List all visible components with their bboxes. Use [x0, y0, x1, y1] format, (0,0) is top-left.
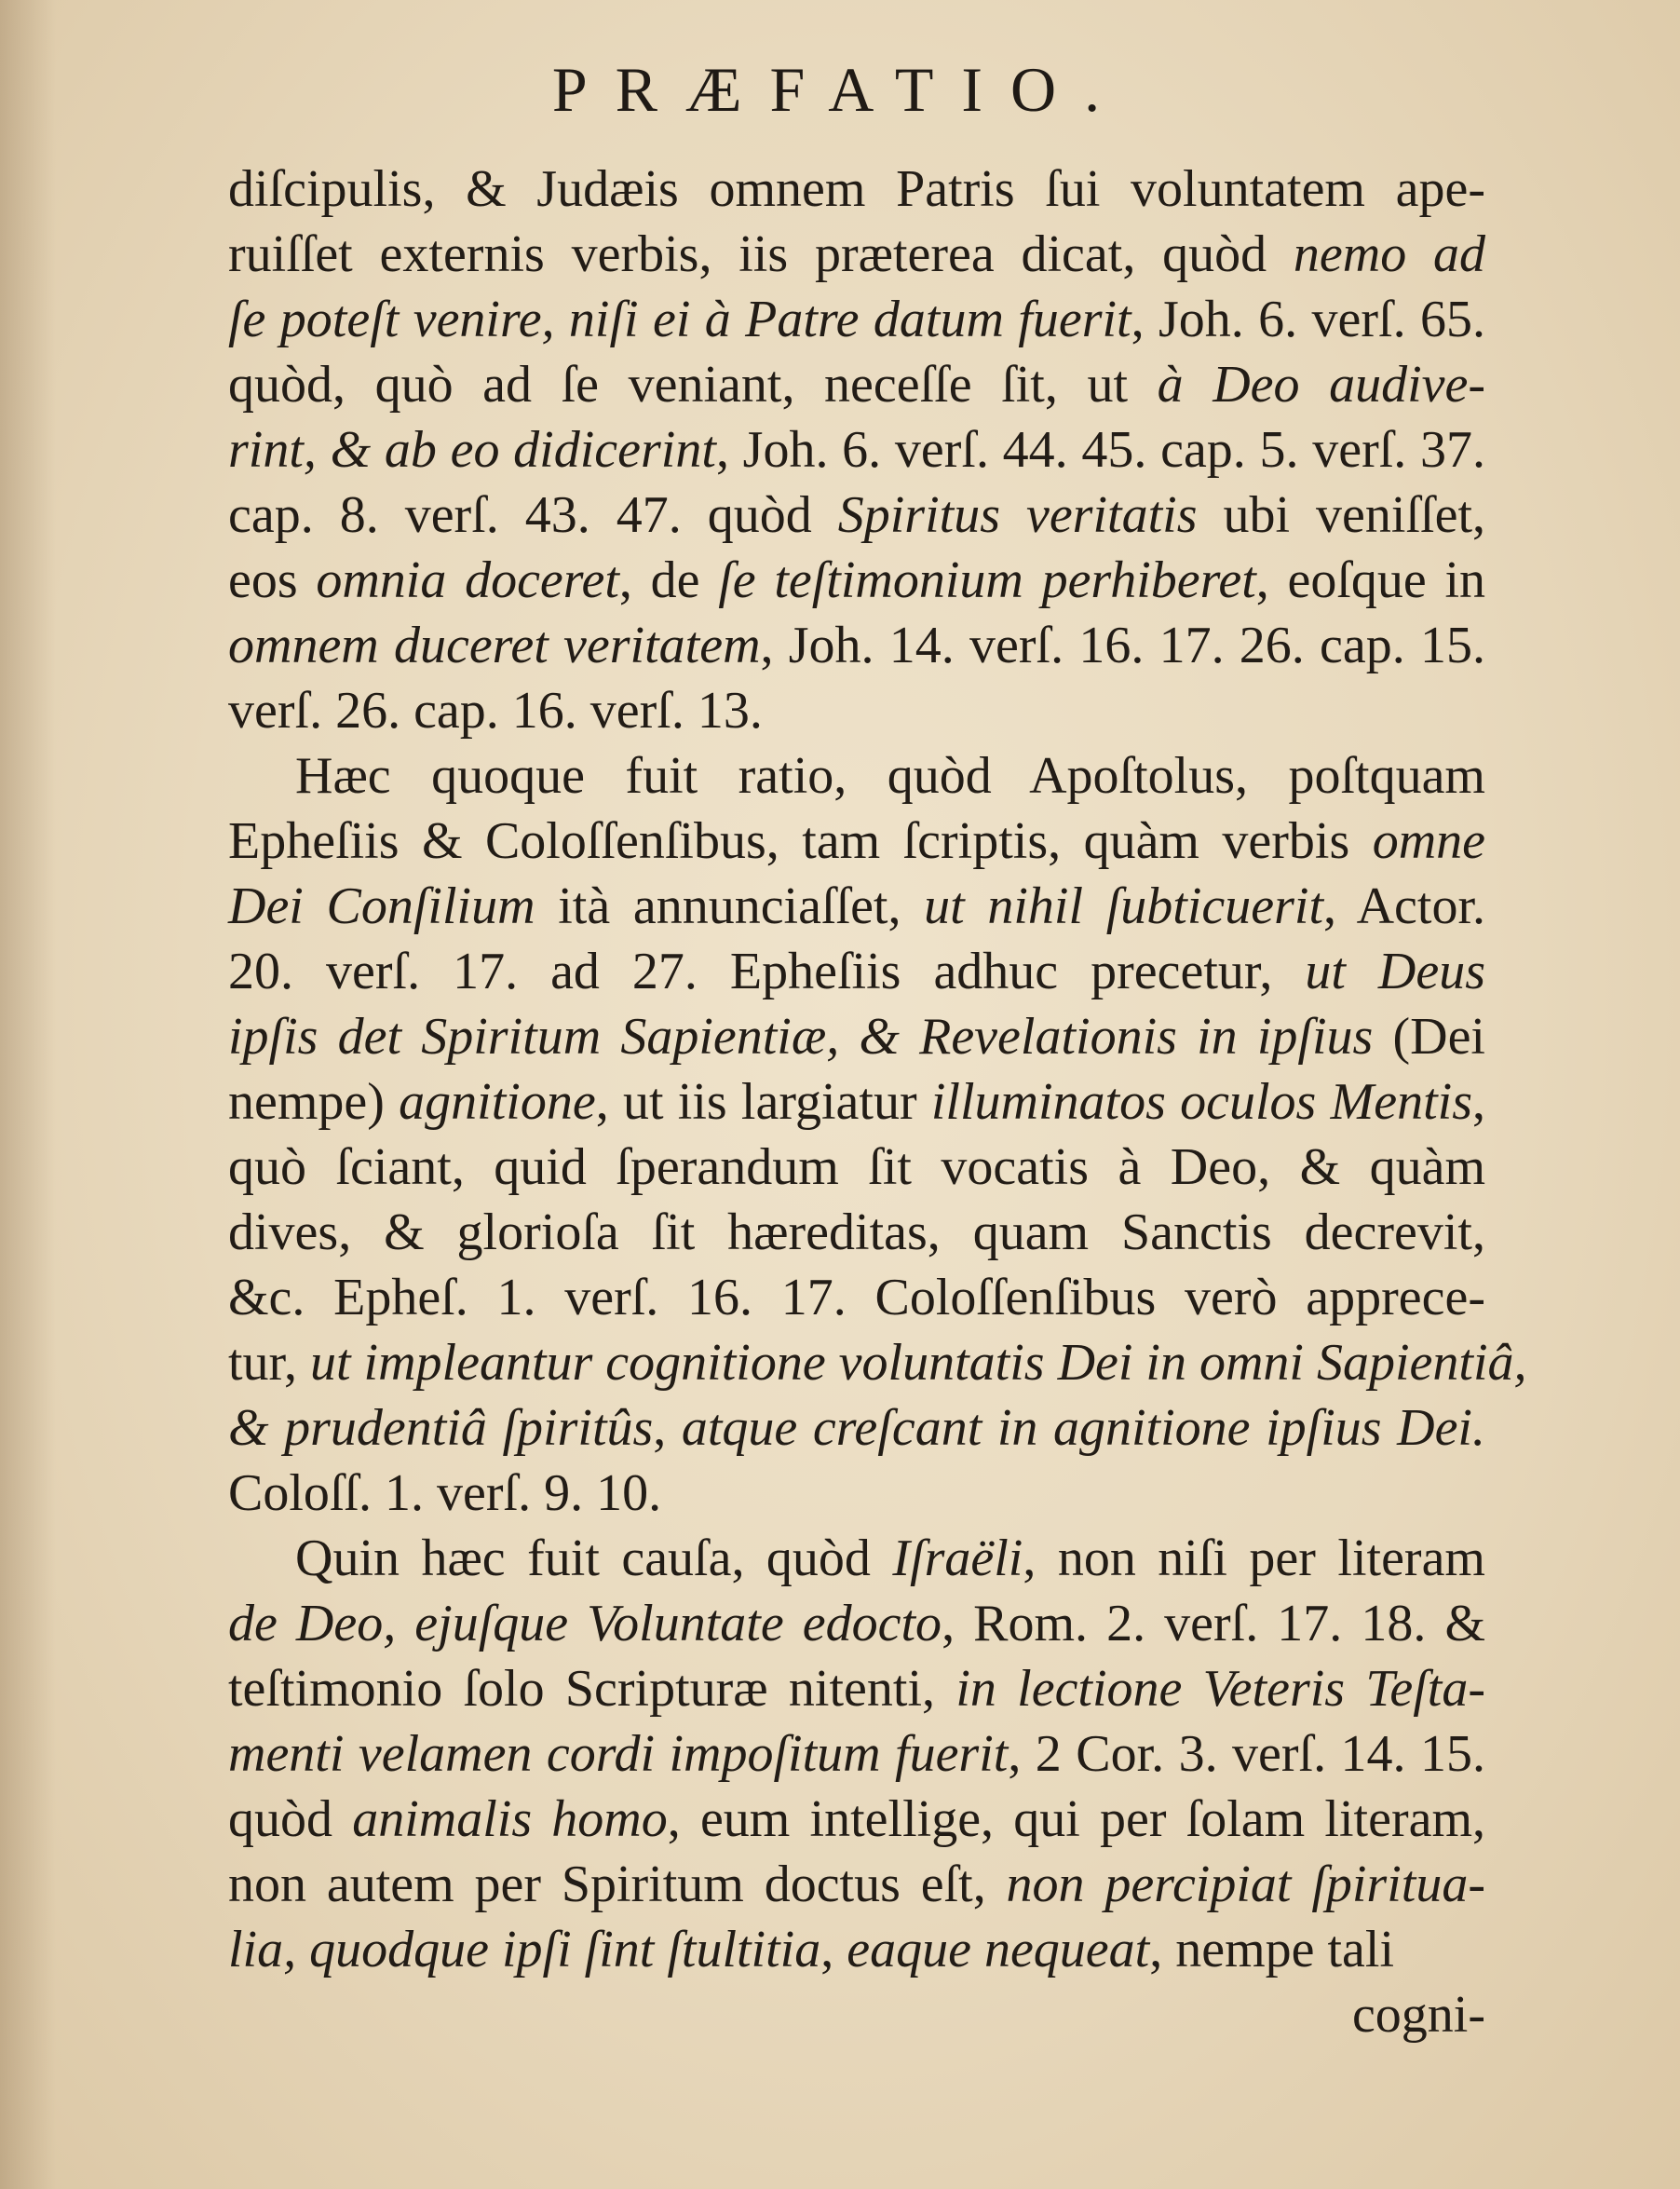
roman-text: &c. Epheſ. 1. verſ. 16. 17. Coloſſenſibus verò apprece-	[228, 1269, 1485, 1326]
running-head: PRÆFATIO.	[551, 54, 1129, 125]
roman-text: ità annunciaſſet,	[535, 877, 925, 935]
roman-text: cap. 8. verſ. 43. 47. quòd	[228, 486, 838, 544]
text-line	[228, 1656, 1485, 1721]
text-line	[228, 156, 1485, 222]
roman-text: ruiſſet externis verbis, iis præterea dicat, quòd	[228, 225, 1294, 283]
text-line	[228, 1461, 1485, 1526]
italic-text: eaque nequeat	[847, 1921, 1150, 1978]
text-line	[228, 1787, 1485, 1852]
italic-text: à Deo audive-	[1157, 356, 1486, 414]
roman-text: eos	[228, 551, 317, 609]
spine-shadow	[0, 0, 56, 2189]
roman-text: , Joh. 14. verſ. 16. 17. 26. cap. 15.	[760, 617, 1485, 674]
roman-text: , 2 Cor. 3. verſ. 14. 15.	[1008, 1725, 1485, 1783]
roman-text: tur,	[228, 1334, 310, 1392]
roman-text: , non niſi per literam	[1023, 1530, 1485, 1587]
roman-text: , nempe tali	[1149, 1921, 1395, 1978]
text-line	[228, 874, 1485, 939]
italic-text: atque creſcant in agnitione ipſius Dei.	[681, 1399, 1485, 1457]
italic-text: Dei Conſilium	[228, 877, 535, 935]
catchword: cogni-	[1351, 1986, 1485, 2044]
roman-text: ubi veniſſet,	[1197, 486, 1485, 544]
roman-text: quòd	[228, 1790, 353, 1848]
body-text	[228, 156, 1527, 2047]
roman-text: (Dei	[1373, 1008, 1485, 1066]
text-line	[228, 1917, 1485, 1982]
italic-text: menti velamen cordi impoſitum fuerit	[228, 1725, 1009, 1783]
italic-text: lia, quodque ipſi ſint ſtultitia	[228, 1921, 821, 1978]
paragraph	[228, 156, 1485, 743]
italic-text: agnitione	[399, 1073, 596, 1131]
italic-text: nemo ad	[1293, 225, 1486, 283]
roman-text: diſcipulis, & Judæis omnem Patris ſui voluntatem ape-	[228, 160, 1485, 218]
text-line	[228, 1135, 1485, 1200]
text-line	[228, 678, 1485, 743]
text-line	[228, 352, 1485, 417]
text-line	[228, 1591, 1485, 1656]
text-line	[228, 1330, 1527, 1395]
italic-text: omnem duceret veritatem	[228, 617, 761, 674]
roman-text: , Joh. 6. verſ. 65.	[1131, 291, 1485, 348]
italic-text: ſe poteſt venire, niſi ei à Patre datum fuerit	[228, 291, 1131, 348]
paragraph	[228, 1526, 1485, 1982]
roman-text: , ut iis largiatur	[595, 1073, 931, 1131]
roman-text: 20. verſ. 17. ad 27. Epheſiis adhuc precetur,	[228, 943, 1306, 1000]
text-line	[228, 1004, 1485, 1069]
text-line	[228, 1721, 1485, 1787]
italic-text: & prudentiâ ſpiritûs	[228, 1399, 654, 1457]
italic-text: Iſraëli	[892, 1530, 1023, 1587]
text-line	[228, 1395, 1485, 1461]
italic-text: non percipiat ſpiritua-	[1006, 1856, 1485, 1913]
italic-text: ut impleantur cognitione voluntatis Dei in omni Sapientiâ,	[309, 1334, 1527, 1392]
roman-text: ,	[1472, 1073, 1485, 1131]
roman-text: ,	[820, 1921, 847, 1978]
paragraph	[228, 743, 1527, 1526]
text-line	[228, 809, 1485, 874]
roman-text: , Actor.	[1323, 877, 1485, 935]
italic-text: de Deo, ejuſque Voluntate edocto	[228, 1595, 942, 1652]
roman-text: ,	[653, 1399, 682, 1457]
roman-text: quòd, quò ad ſe veniant, neceſſe ſit, ut	[228, 356, 1158, 414]
roman-text: , Rom. 2. verſ. 17. 18. &	[942, 1595, 1486, 1652]
roman-text: non autem per Spiritum doctus eſt,	[228, 1856, 1007, 1913]
text-line	[228, 287, 1485, 352]
text-line	[228, 613, 1485, 678]
roman-text: verſ. 26. cap. 16. verſ. 13.	[228, 682, 763, 740]
italic-text: omnia doceret	[316, 551, 619, 609]
text-line	[228, 1200, 1485, 1265]
italic-text: rint, & ab eo didicerint	[228, 421, 716, 479]
text-line	[228, 483, 1485, 548]
roman-text: Coloſſ. 1. verſ. 9. 10.	[228, 1464, 662, 1522]
text-line	[228, 222, 1485, 287]
text-line	[228, 1526, 1485, 1591]
roman-text: , Joh. 6. verſ. 44. 45. cap. 5. verſ. 37.	[715, 421, 1486, 479]
italic-text: ſe teſtimonium perhiberet	[718, 551, 1256, 609]
roman-text: Hæc quoque fuit ratio, quòd Apoſtolus, poſtquam	[295, 747, 1485, 805]
italic-text: ut Deus	[1305, 943, 1485, 1000]
roman-text: quò ſciant, quid ſperandum ſit vocatis à Deo, & quàm	[228, 1138, 1485, 1196]
roman-text: Epheſiis & Coloſſenſibus, tam ſcriptis, quàm verbis	[228, 812, 1373, 870]
italic-text: in lectione Veteris Teſta-	[955, 1660, 1485, 1718]
italic-text: omne	[1372, 812, 1485, 870]
roman-text: dives, & glorioſa ſit hæreditas, quam Sanctis decrevit,	[228, 1203, 1485, 1261]
roman-text: nempe)	[228, 1073, 400, 1131]
roman-text: , eum intellige, qui per ſolam literam,	[667, 1790, 1486, 1848]
text-line	[228, 939, 1485, 1004]
text-line	[228, 1265, 1485, 1330]
italic-text: Spiritus veritatis	[837, 486, 1198, 544]
text-line	[228, 548, 1485, 613]
italic-text: ipſis det Spiritum Sapientiæ, & Revelationis in ipſius	[228, 1008, 1374, 1066]
text-line	[228, 417, 1485, 483]
roman-text: , eoſque in	[1255, 551, 1485, 609]
italic-text: ut nihil ſubticuerit	[924, 877, 1324, 935]
roman-text: Quin hæc fuit cauſa, quòd	[295, 1530, 893, 1587]
text-line	[228, 1069, 1485, 1135]
roman-text: , de	[618, 551, 719, 609]
text-line	[228, 1852, 1485, 1917]
italic-text: illuminatos oculos Mentis	[930, 1073, 1472, 1131]
roman-text: teſtimonio ſolo Scripturæ nitenti,	[228, 1660, 956, 1718]
text-line	[228, 743, 1485, 809]
italic-text: animalis homo	[352, 1790, 668, 1848]
